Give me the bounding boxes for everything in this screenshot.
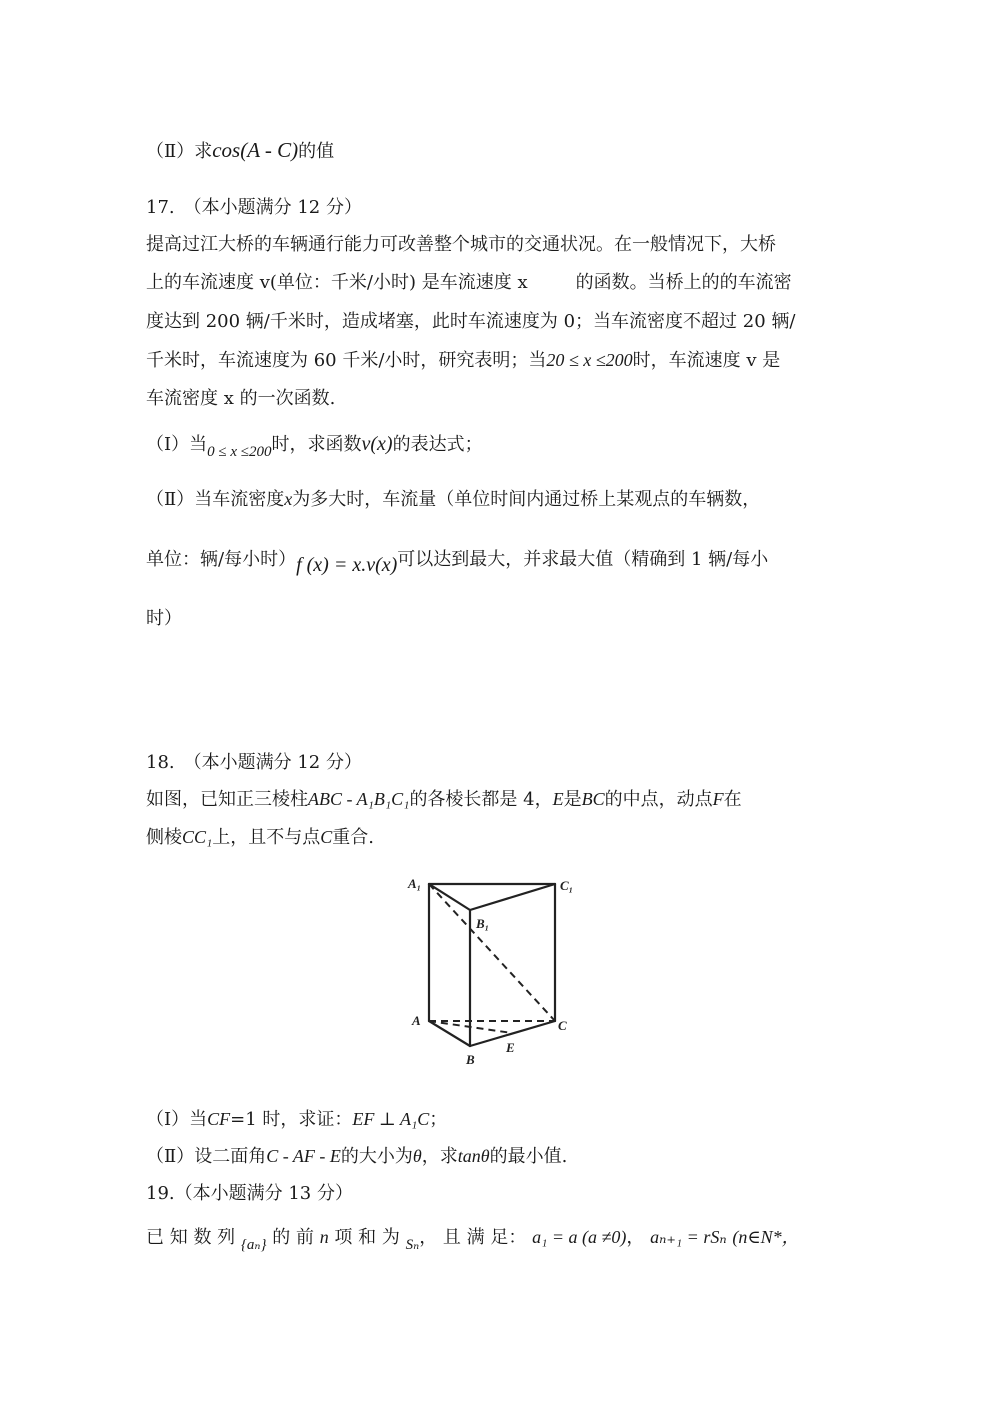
q17-part1	[146, 432, 483, 464]
q18-header: 18. （本小题满分 12 分）	[146, 752, 362, 773]
q18-p1-math: ABC - A₁B₁C₁	[308, 789, 410, 809]
q19-p1-n: n	[319, 1227, 329, 1247]
q18-part1a: （Ⅰ）当	[146, 1109, 208, 1130]
label-B: B	[466, 1052, 475, 1067]
edge-AB	[429, 1021, 470, 1046]
q17-para-line1: 提高过江大桥的车辆通行能力可改善整个城市的交通状况。在一般情况下，大桥	[146, 234, 776, 255]
q18-part2-theta: θ	[412, 1146, 422, 1166]
q18-p1a: 如图，已知正三棱柱	[146, 789, 308, 810]
q16-part2-prefix: （Ⅱ）求	[146, 141, 213, 162]
q17-part2-line1	[146, 487, 760, 512]
q18-part2-math: C - AF - E	[266, 1146, 341, 1166]
q19-p1b: 的 前	[272, 1227, 314, 1248]
q19-header: 19.（本小题满分 13 分）	[146, 1183, 353, 1204]
q17-para-line2	[146, 271, 792, 295]
diag-A1C	[429, 884, 555, 1021]
q18-part2-tan: tanθ	[457, 1146, 490, 1166]
q18-part2b: 的大小为	[340, 1146, 413, 1167]
q18-part2c: ，求	[421, 1146, 458, 1167]
q19-p1-cond2: aₙ₊₁ = rSₙ	[650, 1227, 727, 1247]
q18-part1c: ；	[429, 1109, 448, 1130]
q18-part1-CF: CF	[207, 1109, 231, 1129]
q18-part1	[146, 1107, 447, 1132]
q17-part2c: 单位：辆/每小时）	[146, 549, 297, 570]
q19-p1a: 已 知 数 列	[146, 1227, 236, 1248]
q18-para-line2	[146, 825, 374, 850]
q18-p1b: 的各棱长都是 4，	[409, 789, 553, 810]
q17-p4b: 时，车流速度 v 是	[632, 350, 781, 371]
q18-p2c: 重合.	[332, 827, 375, 848]
q17-p2b: 的函数。当桥上的的车流密	[575, 272, 792, 293]
q19-p1e: ，	[626, 1227, 645, 1248]
prism-figure	[400, 870, 600, 1070]
q19-p1-cond1: a₁ = a (a ≠0)	[532, 1227, 627, 1247]
q16-part2-suffix: 的值	[298, 141, 335, 162]
q17-part2a: （Ⅱ）当车流密度	[146, 489, 285, 510]
q16-part2	[146, 138, 334, 164]
q19-p1-Sn: Sₙ	[405, 1237, 420, 1253]
q17-p2a: 上的车流速度 v(单位：千米/小时) 是车流速度 x	[146, 272, 528, 293]
q17-part2-line3: 时）	[146, 608, 182, 629]
q17-p4a: 千米时，车流速度为 60 千米/小时，研究表明；当	[146, 350, 547, 371]
q18-p1-BC: BC	[581, 789, 605, 809]
label-B1: B₁	[476, 916, 490, 931]
q17-part2b: 为多大时，车流量（单位时间内通过桥上某观点的车辆数，	[292, 489, 761, 510]
q17-para-line5: 车流密度 x 的一次函数.	[146, 388, 336, 409]
q18-part2d: 的最小值.	[489, 1146, 568, 1167]
q18-p2b: 上，且不与点	[212, 827, 321, 848]
q18-part2a: （Ⅱ）设二面角	[146, 1146, 267, 1167]
q18-p2a: 侧棱	[146, 827, 182, 848]
label-A1: A₁	[408, 876, 422, 891]
q19-para-line1	[146, 1225, 800, 1257]
label-E: E	[506, 1040, 515, 1055]
q18-p1-F: F	[712, 789, 724, 809]
edge-B1C1	[470, 884, 555, 910]
q17-part2-x: x	[284, 489, 293, 509]
q18-p1-E: E	[552, 789, 564, 809]
q18-p2-CC1: CC₁	[182, 827, 213, 847]
q17-part1-prefix: （Ⅰ）当	[146, 434, 208, 455]
q19-p1d: ， 且 满 足：	[419, 1227, 527, 1248]
q17-para-line3: 度达到 200 辆/千米时，造成堵塞，此时车流速度为 0；当车流密度不超过 20 辆/	[146, 311, 796, 332]
q17-part1-func: v(x)	[361, 433, 393, 455]
q17-part2d: 可以达到最大，并求最大值（精确到 1 辆/每小	[397, 549, 769, 570]
q16-part2-expr: cos(A - C)	[212, 138, 299, 162]
q17-part2-func: f (x) = x.v(x)	[296, 554, 398, 576]
q17-part1-mid: 时，求函数	[271, 434, 362, 455]
q18-para-line1	[146, 787, 742, 812]
q17-header: 17. （本小题满分 12 分）	[146, 197, 362, 218]
q17-part1-math: 0 ≤ x ≤200	[207, 444, 272, 460]
q18-p2-C: C	[320, 827, 333, 847]
q18-part1-math: EF ⊥ A₁C	[352, 1109, 430, 1129]
q19-p1c: 项 和 为	[334, 1227, 400, 1248]
q19-p1-seq: {aₙ}	[240, 1237, 267, 1253]
q19-p1-cond3: (n∈N*，	[732, 1227, 800, 1247]
q18-p1e: 在	[723, 789, 742, 810]
label-A: A	[412, 1013, 421, 1028]
q17-para-line4	[146, 348, 780, 373]
q17-part2-line2	[146, 548, 768, 577]
q18-p1d: 的中点，动点	[604, 789, 713, 810]
q17-p4-math: 20 ≤ x ≤200	[546, 350, 633, 370]
q17-part1-suffix: 的表达式；	[392, 434, 483, 455]
q18-p1c: 是	[563, 789, 582, 810]
q18-part1b: =1 时，求证：	[230, 1109, 353, 1130]
label-C: C	[558, 1018, 567, 1033]
label-C1: C₁	[560, 878, 574, 893]
q18-part2	[146, 1144, 567, 1169]
